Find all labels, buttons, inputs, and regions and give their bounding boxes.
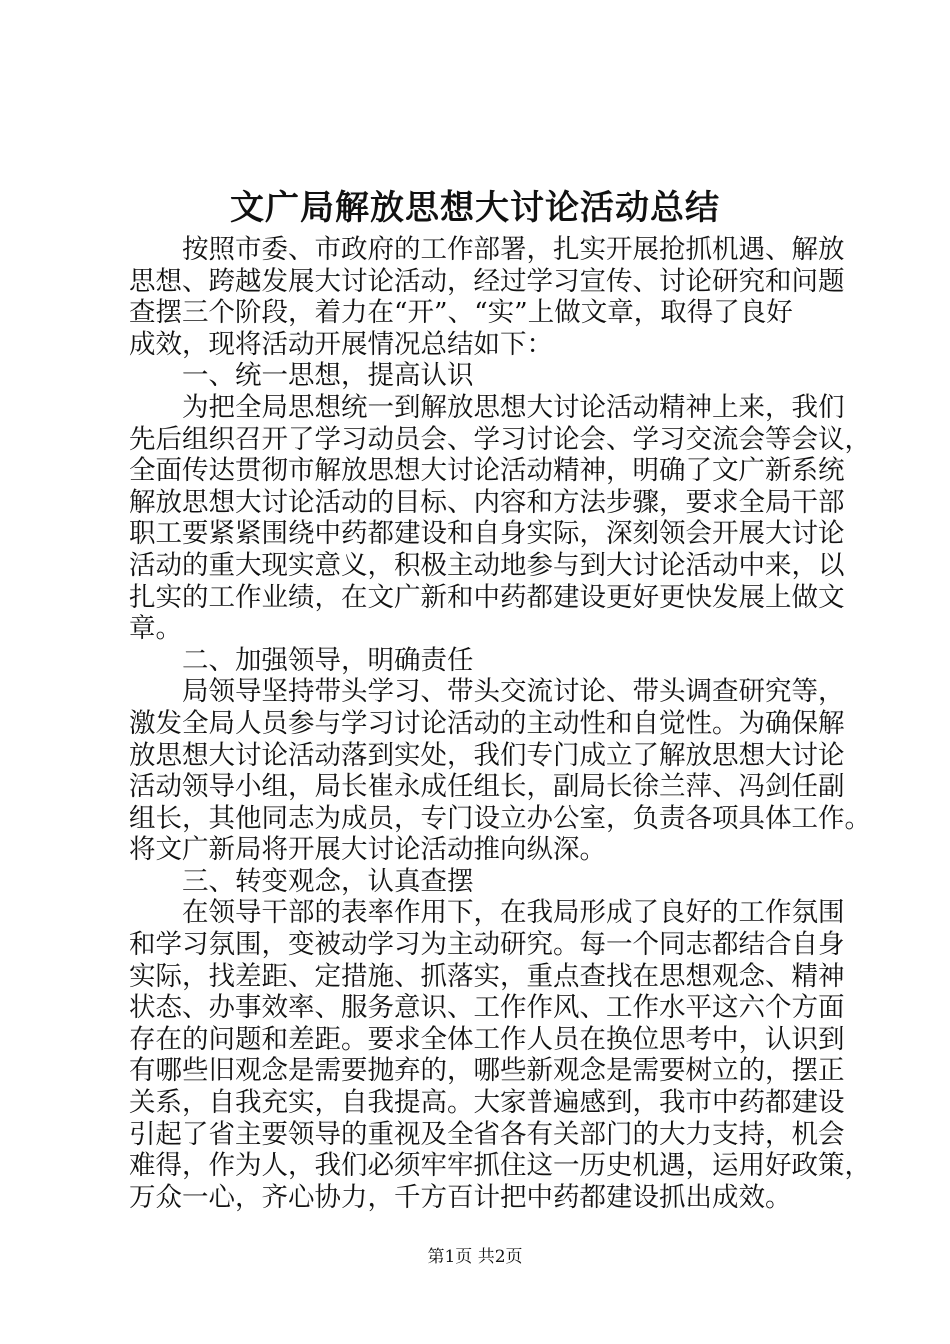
section-heading: 三、转变观念，认真查摆 bbox=[182, 865, 474, 897]
paragraph-line: 难得，作为人，我们必须牢牢抓住这一历史机遇，运用好政策， bbox=[129, 1150, 871, 1182]
paragraph-line: 解放思想大讨论活动的目标、内容和方法步骤，要求全局干部 bbox=[129, 486, 845, 518]
paragraph-line: 成效，现将活动开展情况总结如下： bbox=[129, 328, 553, 360]
section-heading: 一、统一思想，提高认识 bbox=[182, 360, 474, 392]
paragraph-line: 局领导坚持带头学习、带头交流讨论、带头调查研究等， bbox=[182, 676, 845, 708]
document-title: 文广局解放思想大讨论活动总结 bbox=[230, 188, 720, 228]
paragraph-line: 活动领导小组，局长崔永成任组长，副局长徐兰萍、冯剑任副 bbox=[129, 771, 845, 803]
page-footer: 第1页 共2页 bbox=[427, 1247, 523, 1267]
paragraph-line: 章。 bbox=[129, 613, 182, 645]
paragraph-line: 激发全局人员参与学习讨论活动的主动性和自觉性。为确保解 bbox=[129, 707, 845, 739]
paragraph-line: 为把全局思想统一到解放思想大讨论活动精神上来，我们 bbox=[182, 391, 845, 423]
paragraph-line: 放思想大讨论活动落到实处，我们专门成立了解放思想大讨论 bbox=[129, 739, 845, 771]
paragraph-line: 思想、跨越发展大讨论活动，经过学习宣传、讨论研究和问题 bbox=[129, 265, 845, 297]
section-heading: 二、加强领导，明确责任 bbox=[182, 644, 474, 676]
paragraph-line: 先后组织召开了学习动员会、学习讨论会、学习交流会等会议， bbox=[129, 423, 871, 455]
paragraph-line: 扎实的工作业绩，在文广新和中药都建设更好更快发展上做文 bbox=[129, 581, 845, 613]
paragraph-line: 组长，其他同志为成员，专门设立办公室，负责各项具体工作。 bbox=[129, 802, 871, 834]
paragraph-line: 存在的问题和差距。要求全体工作人员在换位思考中，认识到 bbox=[129, 1023, 845, 1055]
paragraph-line: 职工要紧紧围绕中药都建设和自身实际，深刻领会开展大讨论 bbox=[129, 518, 845, 550]
paragraph-line: 活动的重大现实意义，积极主动地参与到大讨论活动中来，以 bbox=[129, 549, 845, 581]
paragraph-line: 引起了省主要领导的重视及全省各有关部门的大力支持，机会 bbox=[129, 1118, 845, 1150]
paragraph-line: 状态、办事效率、服务意识、工作作风、工作水平这六个方面 bbox=[129, 992, 845, 1024]
paragraph-line: 按照市委、市政府的工作部署，扎实开展抢抓机遇、解放 bbox=[182, 234, 845, 265]
paragraph-line: 将文广新局将开展大讨论活动推向纵深。 bbox=[129, 834, 606, 866]
paragraph-line: 和学习氛围，变被动学习为主动研究。每一个同志都结合自身 bbox=[129, 929, 845, 961]
paragraph-line: 全面传达贯彻市解放思想大讨论活动精神，明确了文广新系统 bbox=[129, 455, 845, 487]
paragraph-line: 查摆三个阶段，着力在“开”、“实”上做文章，取得了良好 bbox=[129, 297, 793, 329]
paragraph-line: 关系，自我充实，自我提高。大家普遍感到，我市中药都建设 bbox=[129, 1087, 845, 1119]
paragraph-line: 在领导干部的表率作用下，在我局形成了良好的工作氛围 bbox=[182, 897, 845, 929]
paragraph-line: 有哪些旧观念是需要抛弃的，哪些新观念是需要树立的，摆正 bbox=[129, 1055, 845, 1087]
paragraph-line: 万众一心，齐心协力，千方百计把中药都建设抓出成效。 bbox=[129, 1181, 792, 1213]
document-body bbox=[129, 234, 871, 1213]
paragraph-line: 实际，找差距、定措施、抓落实，重点查找在思想观念、精神 bbox=[129, 960, 845, 992]
